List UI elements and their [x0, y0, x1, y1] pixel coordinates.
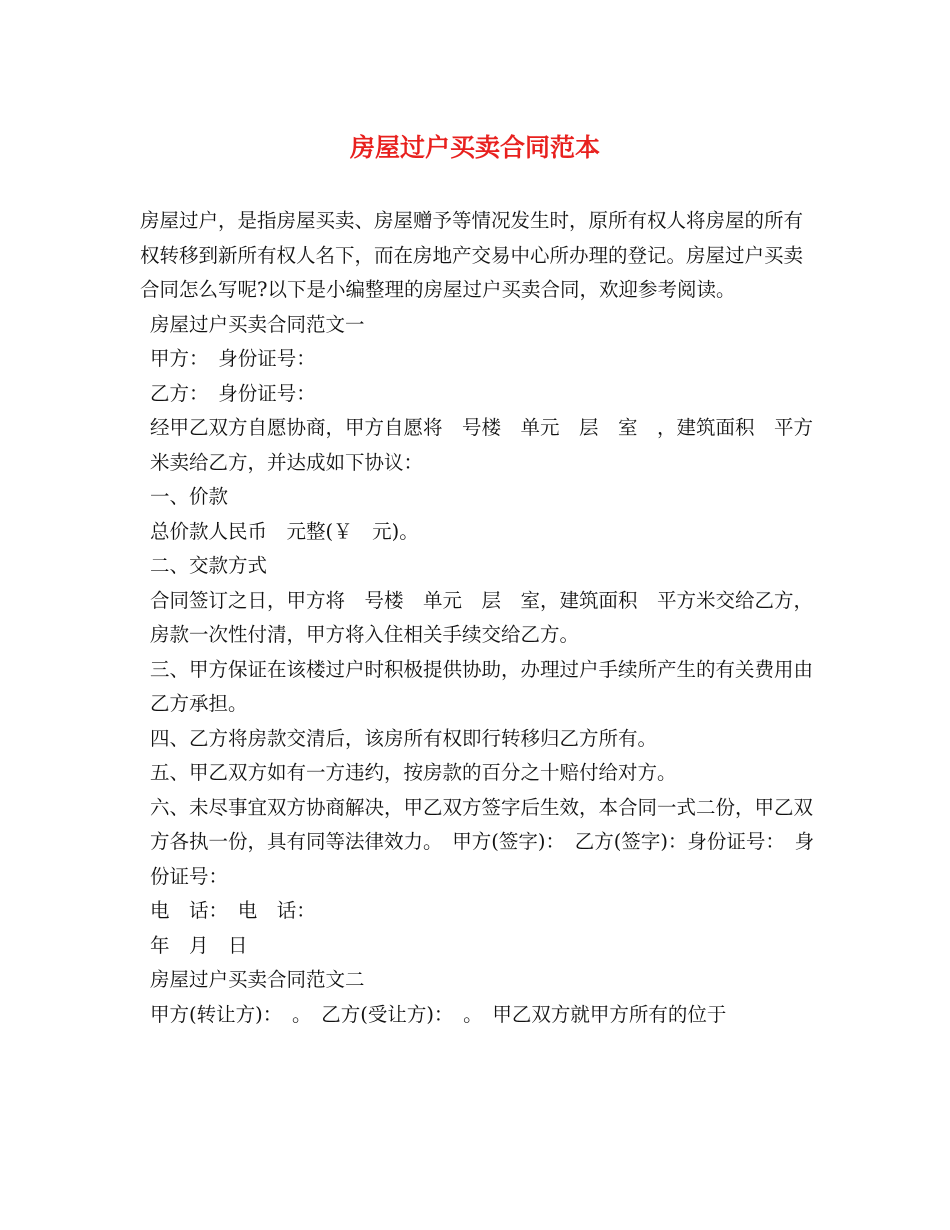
party-a-line: 甲方： 身份证号：	[150, 347, 316, 370]
sample-two-parties: 甲方(转让方)： 。 乙方(受让方)： 。 甲乙双方就甲方所有的位于	[150, 1002, 727, 1026]
section-heading-sample-two: 房屋过户买卖合同范文二	[150, 968, 365, 991]
agreement-paragraph: 经甲乙双方自愿协商，甲方自愿将 号楼 单元 层 室 ，建筑面积 平方米卖给乙方，并达成如下协议：	[150, 416, 814, 474]
clause-heading-payment: 二、交款方式	[150, 554, 268, 577]
phone-line: 电 话： 电 话：	[150, 899, 316, 922]
intro-paragraph: 房屋过户，是指房屋买卖、房屋赠予等情况发生时，原所有权人将房屋的所有权转移到新所有权人名下，而在房地产交易中心所办理的登记。房屋过户买卖合同怎么写呢?以下是小编整理的房屋过户买卖合同，欢迎参考阅读。	[140, 209, 804, 301]
document-title: 房屋过户买卖合同范本	[349, 133, 600, 162]
section-heading-sample-one: 房屋过户买卖合同范文一	[150, 312, 365, 336]
clause-three: 三、甲方保证在该楼过户时积极提供协助，办理过户手续所产生的有关费用由乙方承担。	[150, 657, 814, 715]
party-b-line: 乙方： 身份证号：	[150, 381, 316, 405]
clause-four: 四、乙方将房款交清后，该房所有权即行转移归乙方所有。	[150, 726, 658, 750]
date-line: 年 月 日	[150, 933, 248, 957]
clause-six: 六、未尽事宜双方协商解决，甲乙双方签字后生效，本合同一式二份，甲乙双方各执一份，具有同等法律效力。 甲方(签字)： 乙方(签字)：身份证号： 身份证号：	[150, 795, 815, 888]
clause-five: 五、甲乙双方如有一方违约，按房款的百分之十赔付给对方。	[150, 761, 677, 784]
clause-price-text: 总价款人民币 元整(￥ 元)。	[150, 519, 419, 543]
clause-heading-price: 一、价款	[150, 485, 229, 508]
document-body	[140, 204, 820, 1032]
clause-payment-text: 合同签订之日，甲方将 号楼 单元 层 室，建筑面积 平方米交给乙方，房款一次性付清，甲方将入住相关手续交给乙方。	[150, 588, 814, 646]
